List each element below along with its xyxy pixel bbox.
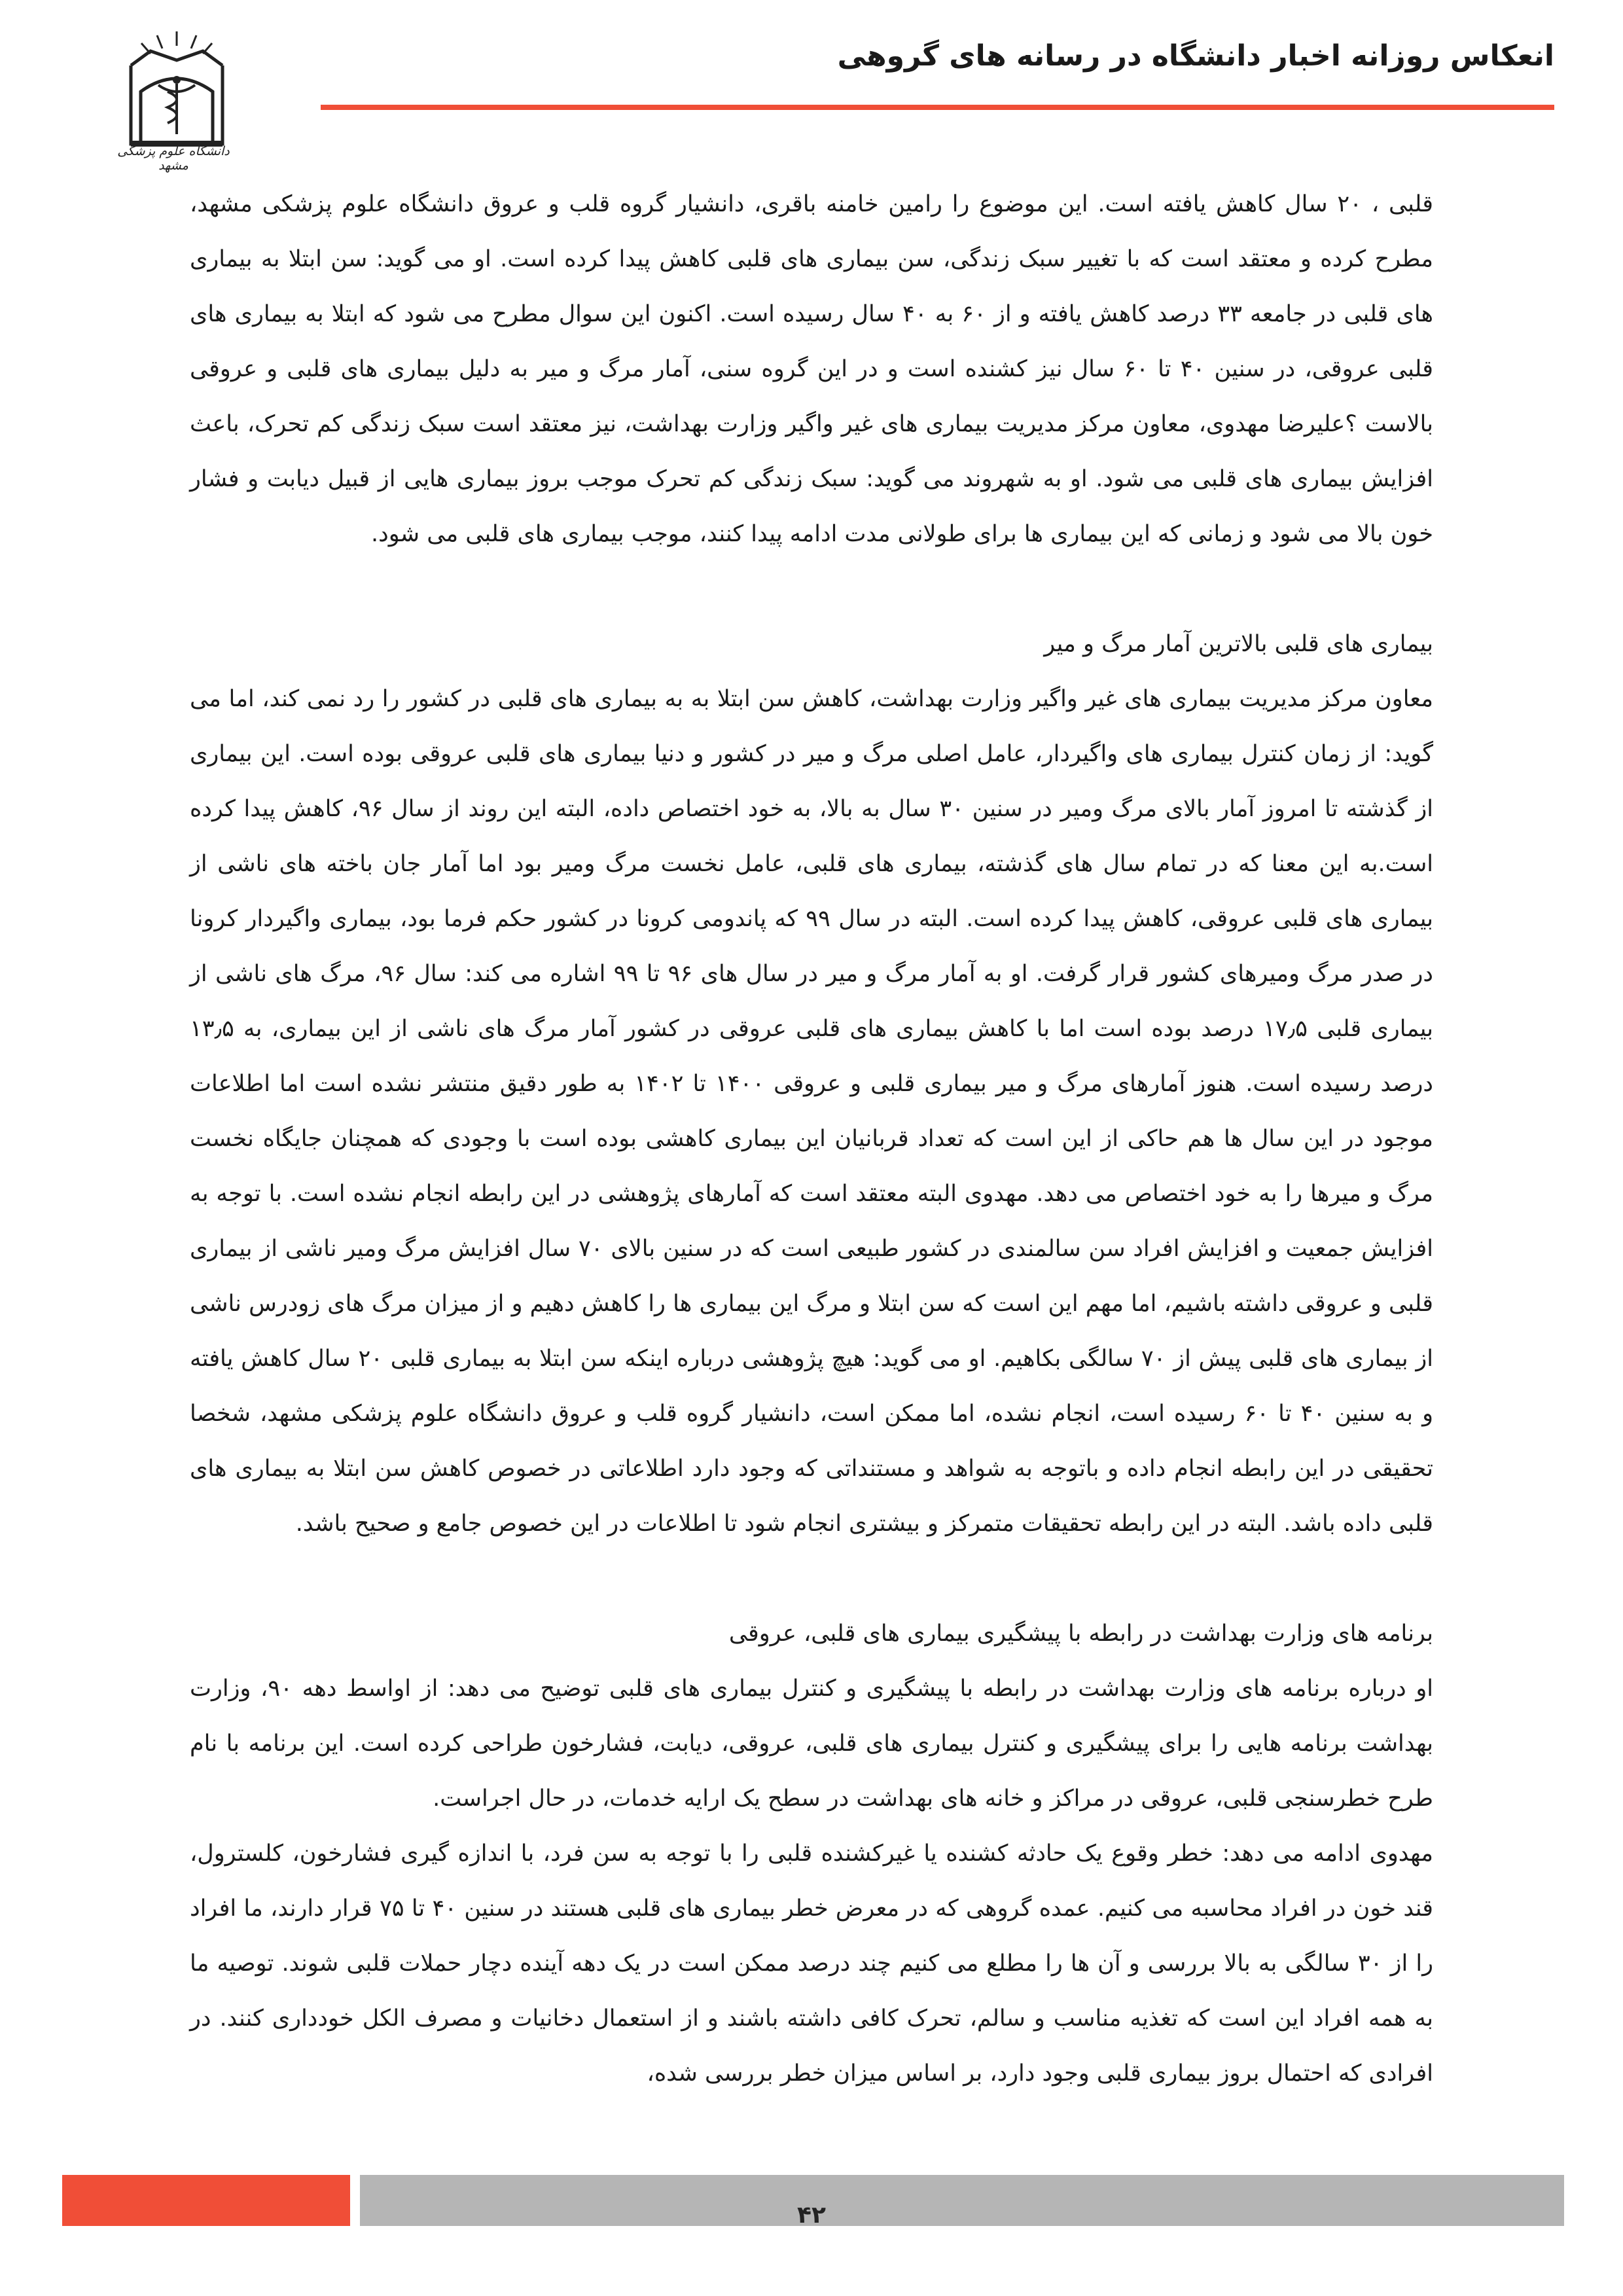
section-heading-programs: برنامه های وزارت بهداشت در رابطه با پیشگیری بیماری های قلبی، عروقی	[728, 1621, 1433, 1647]
spacer	[190, 562, 1433, 617]
footer-gray-bar	[360, 2175, 1564, 2226]
article-body	[190, 177, 1433, 2101]
spacer	[190, 1551, 1433, 1606]
footer-accent-bar	[62, 2175, 350, 2226]
header-divider	[321, 105, 1554, 110]
logo-caption	[101, 144, 245, 173]
paragraph-intro: قلبی ، ۲۰ سال کاهش یافته است. این موضوع را رامین خامنه باقری، دانشیار گروه قلب و عروق دانشگاه علوم پزشکی مشهد، مطرح کرده و معتقد است که با تغییر سبک زندگی، سن بیماری های قلبی کاهش پیدا کرده است. او می گوید: سن ابتلا به بیماری های قلبی در جامعه ۳۳ درصد کاهش یافته و از ۶۰ به ۴۰ سال رسیده است. اکنون این سوال مطرح می شود که ابتلا به بیماری های قلبی عروقی، در سنین ۴۰ تا ۶۰ سال نیز کشنده است و در این گروه سنی، آمار مرگ و میر به دلیل بیماری های قلبی و عروقی بالاست ؟علیرضا مهدوی، معاون مرکز مدیریت بیماری های غیر واگیر وزارت بهداشت، نیز معتقد است سبک زندگی کم تحرک، باعث افزایش بیماری های قلبی می شود. او به شهروند می گوید: سبک زندگی کم تحرک موجب بروز بیماری هایی از قبیل دیابت و فشار خون بالا می شود و زمانی که این بیماری ها برای طولانی مدت ادامه پیدا کنند، موجب بیماری های قلبی می شود.	[190, 191, 1433, 547]
page-header-title: انعکاس روزانه اخبار دانشگاه در رسانه های گروهی	[837, 39, 1554, 73]
paragraph-risk-assessment: مهدوی ادامه می دهد: خطر وقوع یک حادثه کشنده یا غیرکشنده قلبی را با توجه به سن فرد، با اندازه گیری فشارخون، کلسترول، قند خون در افراد محاسبه می کنیم. عمده گروهی که در معرض خطر بیماری های قلبی هستند در سنین ۴۰ تا ۷۵ قرار دارند، ما افراد را از ۳۰ سالگی به بالا بررسی و آن ها را مطلع می کنیم چند درصد ممکن است در یک دهه آینده دچار حملات قلبی شوند. توصیه ما به همه افراد این است که تغذیه مناسب و سالم، تحرک کافی داشته باشند و از استعمال دخانیات و مصرف الکل خودداری کنند. در افرادی که احتمال بروز بیماری قلبی وجود دارد، بر اساس میزان خطر بررسی شده،	[190, 1840, 1434, 2087]
logo-caption-text: دانشگاه علوم پزشکی مشهد	[117, 144, 230, 173]
university-logo	[105, 26, 242, 173]
section-heading-mortality: بیماری های قلبی بالاترین آمار مرگ و میر	[1044, 631, 1433, 657]
page-number: ۴۲	[797, 2202, 826, 2229]
paragraph-programs: او درباره برنامه های وزارت بهداشت در رابطه با پیشگیری و کنترل بیماری های قلبی توضیح می دهد: از اواسط دهه ۹۰، وزارت بهداشت برنامه هایی را برای پیشگیری و کنترل بیماری های قلبی، عروقی، دیابت، فشارخون طراحی کرده است. این برنامه با نام طرح خطرسنجی قلبی، عروقی در مراکز و خانه های بهداشت در سطح یک ارایه خدمات، در حال اجراست.	[190, 1676, 1433, 1812]
paragraph-mortality: معاون مرکز مدیریت بیماری های غیر واگیر وزارت بهداشت، کاهش سن ابتلا به به بیماری های قلبی در کشور را رد نمی کند، اما می گوید: از زمان کنترل بیماری های واگیردار، عامل اصلی مرگ و میر در کشور و دنیا بیماری های قلبی عروقی بوده است. این بیماری از گذشته تا امروز آمار بالای مرگ ومیر در سنین ۳۰ سال به بالا، به خود اختصاص داده، البته این روند از سال ۹۶، کاهش پیدا کرده است.به این معنا که در تمام سال های گذشته، بیماری های قلبی، عامل نخست مرگ ومیر بود اما آمار جان باخته های ناشی از بیماری های قلبی عروقی، کاهش پیدا کرده است. البته در سال ۹۹ که پاندومی کرونا در کشور حکم فرما بود، بیماری واگیردار کرونا در صدر مرگ ومیرهای کشور قرار گرفت. او به آمار مرگ و میر در سال های ۹۶ تا ۹۹ اشاره می کند: سال ۹۶، مرگ های ناشی از بیماری قلبی ۱۷٫۵ درصد بوده است اما با کاهش بیماری های قلبی عروقی در کشور آمار مرگ های ناشی از این بیماری، به ۱۳٫۵ درصد رسیده است. هنوز آمارهای مرگ و میر بیماری قلبی و عروقی ۱۴۰۰ تا ۱۴۰۲ به طور دقیق منتشر نشده است اما اطلاعات موجود در این سال ها هم حاکی از این است که تعداد قربانیان این بیماری کاهشی بوده است با وجودی که همچنان جایگاه نخست مرگ و میرها را به خود اختصاص می دهد. مهدوی البته معتقد است که آمارهای پژوهشی در این رابطه انجام نشده است. با توجه به افزایش جمعیت و افزایش افراد سن سالمندی در کشور طبیعی است که در سنین بالای ۷۰ سال افزایش مرگ ومیر ناشی از بیماری قلبی و عروقی داشته باشیم، اما مهم این است که سن ابتلا و مرگ این بیماری ها را کاهش دهیم و از میزان مرگ های زودرس ناشی از بیماری های قلبی پیش از ۷۰ سالگی بکاهیم. او می گوید: هیچ پژوهشی درباره اینکه سن ابتلا به بیماری قلبی ۲۰ سال کاهش یافته و به سنین ۴۰ تا ۶۰ رسیده است، انجام نشده، اما ممکن است، دانشیار گروه قلب و عروق دانشگاه علوم پزشکی مشهد، شخصا تحقیقی در این رابطه انجام داده و باتوجه به شواهد و مستنداتی که وجود دارد اطلاعاتی در خصوص کاهش سن ابتلا به بیماری های قلبی داده باشد. البته در این رابطه تحقیقات متمرکز و بیشتری انجام شود تا اطلاعات در این خصوص جامع و صحیح باشد.	[190, 686, 1434, 1537]
